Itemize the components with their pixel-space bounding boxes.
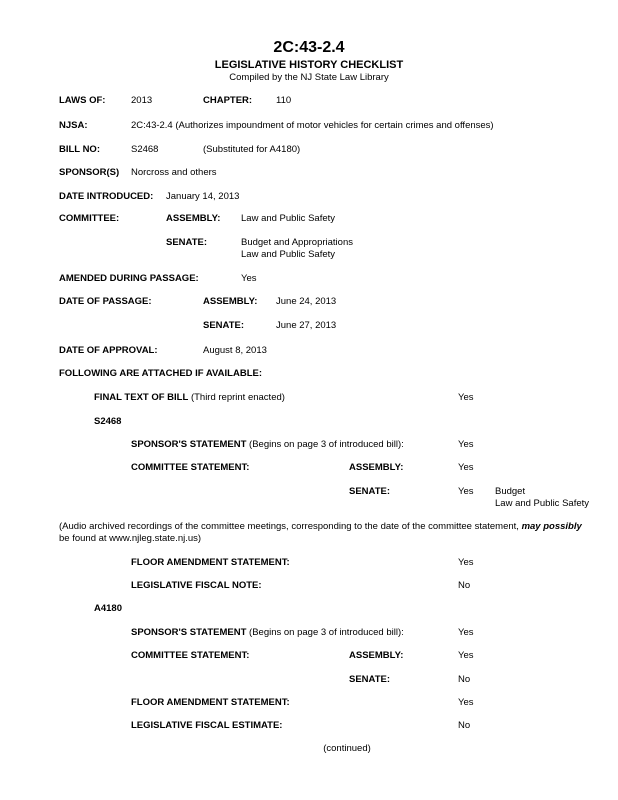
chapter-value: 110 <box>276 95 292 106</box>
s2468-senate-label: SENATE: <box>349 486 390 497</box>
a4180-assembly-value: Yes <box>458 650 474 661</box>
a4180-heading: A4180 <box>94 603 122 614</box>
audio-note-text: (Audio archived recordings of the committee meetings, corresponding to the date of the committee statement, <box>59 521 522 532</box>
amended-label: AMENDED DURING PASSAGE: <box>59 273 199 284</box>
a4180-senate-value: No <box>458 674 471 685</box>
a4180-committee-label: COMMITTEE STATEMENT: <box>131 650 250 661</box>
audio-note-line-1 <box>59 522 582 533</box>
attached-heading: FOLLOWING ARE ATTACHED IF AVAILABLE: <box>59 368 262 379</box>
passage-senate-value: June 27, 2013 <box>276 320 337 331</box>
passage-senate-label: SENATE: <box>203 320 244 331</box>
a4180-fiscal-label: LEGISLATIVE FISCAL ESTIMATE: <box>131 720 283 731</box>
s2468-heading: S2468 <box>94 416 122 427</box>
amended-value: Yes <box>241 273 257 284</box>
bill-substituted-note: (Substituted for A4180) <box>203 144 301 155</box>
s2468-floor-value: Yes <box>458 557 474 568</box>
committee-senate-label: SENATE: <box>166 237 207 248</box>
s2468-sponsor-label: SPONSOR'S STATEMENT <box>131 439 247 450</box>
s2468-sponsor-note: (Begins on page 3 of introduced bill): <box>249 439 404 450</box>
sponsors-label: SPONSOR(S) <box>59 167 120 178</box>
a4180-sponsor-label: SPONSOR'S STATEMENT <box>131 627 247 638</box>
sponsors-value: Norcross and others <box>131 167 217 178</box>
date-of-approval-value: August 8, 2013 <box>203 345 267 356</box>
audio-note-emphasis: may possibly <box>521 521 582 532</box>
passage-assembly-value: June 24, 2013 <box>276 296 337 307</box>
s2468-fiscal-label: LEGISLATIVE FISCAL NOTE: <box>131 580 262 591</box>
s2468-senate-committee-2: Law and Public Safety <box>495 498 590 509</box>
passage-assembly-label: ASSEMBLY: <box>203 296 258 307</box>
committee-senate-value-2: Law and Public Safety <box>241 249 336 260</box>
date-of-passage-label: DATE OF PASSAGE: <box>59 296 152 307</box>
a4180-senate-label: SENATE: <box>349 674 390 685</box>
s2468-senate-value: Yes <box>458 486 474 497</box>
continued-footer: (continued) <box>323 743 371 754</box>
statute-number: 2C:43-2.4 <box>273 39 345 56</box>
audio-note-line-2: be found at www.njleg.state.nj.us) <box>59 533 202 544</box>
bill-no-label: BILL NO: <box>59 144 100 155</box>
final-text-value: Yes <box>458 392 474 403</box>
s2468-assembly-label: ASSEMBLY: <box>349 462 404 473</box>
final-text-label: FINAL TEXT OF BILL <box>94 392 189 403</box>
a4180-sponsor-row <box>131 628 404 639</box>
date-introduced-value: January 14, 2013 <box>166 191 240 202</box>
final-text-note: (Third reprint enacted) <box>190 392 285 403</box>
bill-no-value: S2468 <box>131 144 159 155</box>
date-of-approval-label: DATE OF APPROVAL: <box>59 345 158 356</box>
a4180-sponsor-value: Yes <box>458 627 474 638</box>
s2468-assembly-value: Yes <box>458 462 474 473</box>
laws-of-label: LAWS OF: <box>59 95 106 106</box>
a4180-floor-value: Yes <box>458 697 474 708</box>
s2468-floor-label: FLOOR AMENDMENT STATEMENT: <box>131 557 290 568</box>
date-introduced-label: DATE INTRODUCED: <box>59 191 154 202</box>
final-text-row <box>94 393 285 404</box>
committee-assembly-label: ASSEMBLY: <box>166 213 221 224</box>
s2468-senate-committee-1: Budget <box>495 486 526 497</box>
s2468-committee-label: COMMITTEE STATEMENT: <box>131 462 250 473</box>
s2468-fiscal-value: No <box>458 580 471 591</box>
chapter-label: CHAPTER: <box>203 95 253 106</box>
s2468-sponsor-value: Yes <box>458 439 474 450</box>
a4180-assembly-label: ASSEMBLY: <box>349 650 404 661</box>
page-title: LEGISLATIVE HISTORY CHECKLIST <box>214 59 404 71</box>
a4180-floor-label: FLOOR AMENDMENT STATEMENT: <box>131 697 290 708</box>
committee-senate-value-1: Budget and Appropriations <box>241 237 353 248</box>
compiled-by: Compiled by the NJ State Law Library <box>229 72 389 83</box>
njsa-value: 2C:43-2.4 (Authorizes impoundment of motor vehicles for certain crimes and offenses) <box>131 120 494 131</box>
a4180-fiscal-value: No <box>458 720 471 731</box>
committee-assembly-value: Law and Public Safety <box>241 213 336 224</box>
laws-of-year: 2013 <box>131 95 153 106</box>
committee-label: COMMITTEE: <box>59 213 120 224</box>
njsa-label: NJSA: <box>59 120 88 131</box>
a4180-sponsor-note: (Begins on page 3 of introduced bill): <box>249 627 404 638</box>
s2468-sponsor-row <box>131 440 404 451</box>
